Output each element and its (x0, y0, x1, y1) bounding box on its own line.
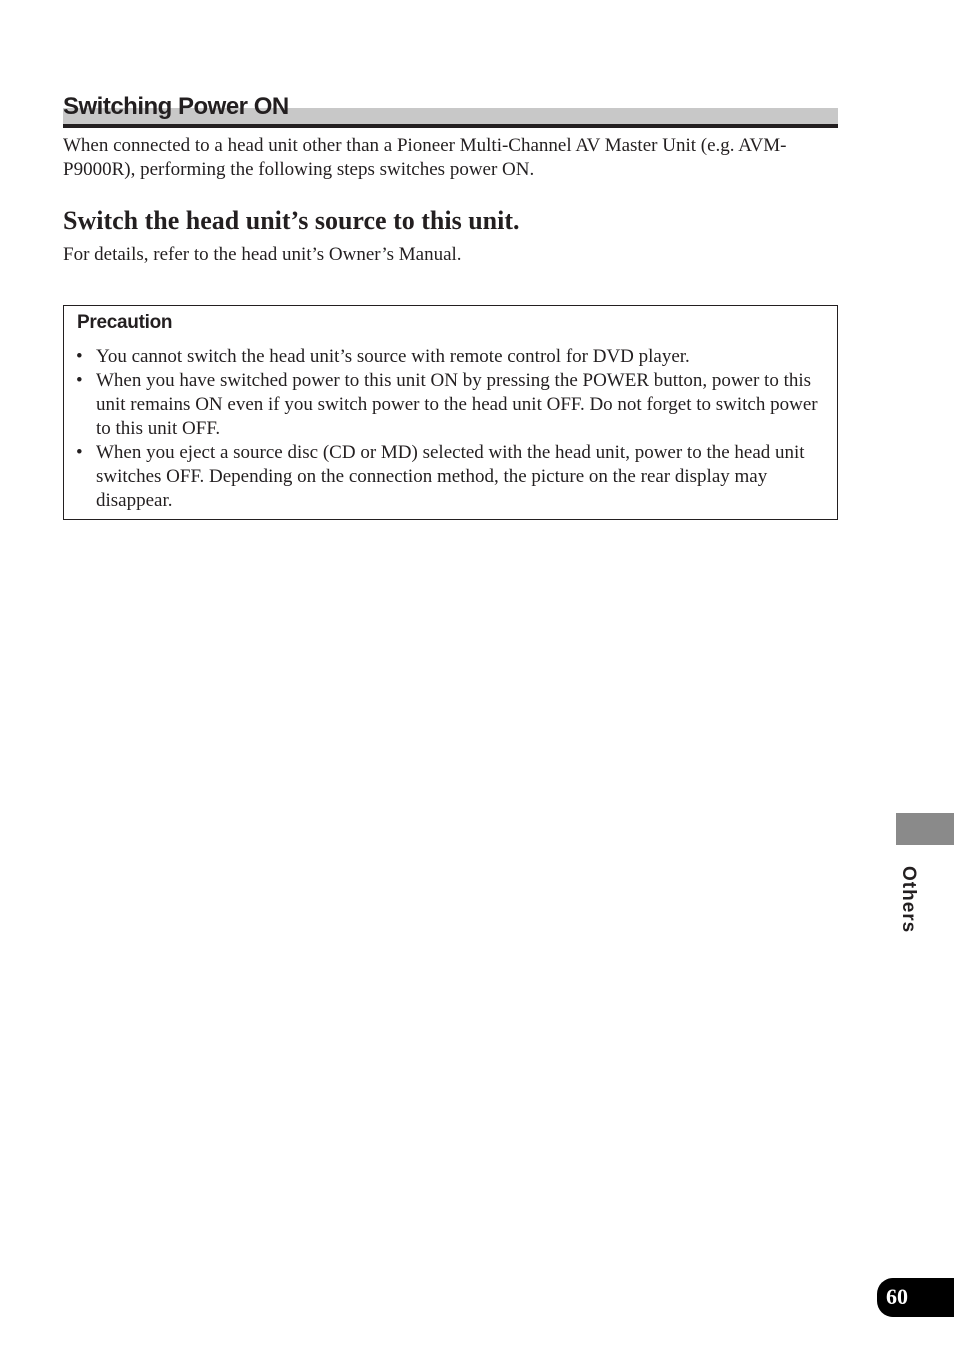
section-title: Switching Power ON (63, 93, 289, 120)
page-number-badge (877, 1278, 954, 1317)
precaution-title: Precaution (77, 312, 173, 333)
list-item (76, 369, 826, 441)
section-tab-marker (896, 813, 954, 845)
intro-paragraph: When connected to a head unit other than a Pioneer Multi-Channel AV Master Unit (e.g. AVM-P9000R), performing the following steps switches power ON. (63, 135, 787, 180)
section-tab-label (897, 866, 921, 946)
list-item (76, 441, 826, 513)
precaution-box (63, 305, 838, 520)
page-number: 60 (886, 1284, 908, 1309)
section-heading (63, 92, 838, 128)
list-item (76, 345, 826, 369)
precaution-list (76, 345, 826, 513)
step-description: For details, refer to the head unit’s Owner’s Manual. (63, 244, 462, 265)
bullet-icon: • (76, 346, 83, 367)
step-title: Switch the head unit’s source to this unit. (63, 206, 520, 235)
list-item-text: When you eject a source disc (CD or MD) selected with the head unit, power to the head unit switches OFF. Depending on the connection method, the picture on the rear display may disappear. (96, 442, 805, 511)
section-tab-text: Others (898, 866, 919, 934)
bullet-icon: • (76, 370, 83, 391)
heading-rule (63, 124, 838, 128)
list-item-text: When you have switched power to this unit ON by pressing the POWER button, power to this unit remains ON even if you switch power to the head unit OFF. Do not forget to switch power to this unit OFF. (96, 370, 818, 439)
bullet-icon: • (76, 442, 83, 463)
list-item-text: You cannot switch the head unit’s source with remote control for DVD player. (96, 346, 690, 367)
